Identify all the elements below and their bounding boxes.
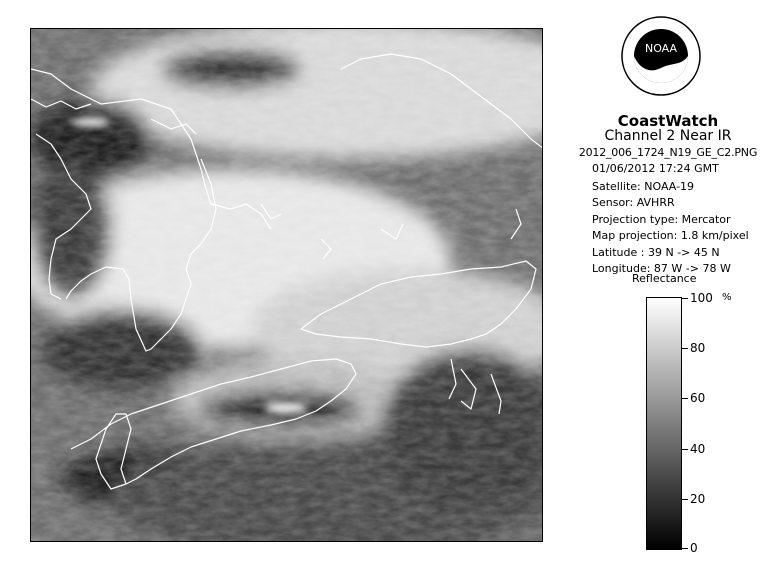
noaa-logo: [621, 16, 701, 96]
legend-title: Reflectance: [632, 272, 697, 285]
legend-unit: %: [722, 292, 732, 303]
channel-title: Channel 2 Near IR: [604, 128, 732, 144]
legend-tick-label: 100: [690, 291, 713, 305]
legend-tick: [682, 449, 688, 450]
legend-tick: [682, 548, 688, 549]
meta-sensor: Sensor: AVHRR: [592, 196, 675, 209]
legend-tick: [682, 499, 688, 500]
image-filename: 2012_006_1724_N19_GE_C2.PNG: [578, 146, 758, 159]
noaa-logo-text: NOAA: [644, 42, 678, 55]
reflectance-colorbar: [646, 297, 682, 550]
satellite-image: [30, 28, 543, 542]
brand-title: CoastWatch: [617, 112, 719, 130]
legend-tick: [682, 348, 688, 349]
meta-map-projection: Map projection: 1.8 km/pixel: [592, 229, 749, 242]
meta-longitude: Longitude: 87 W -> 78 W: [592, 262, 731, 275]
legend-tick-label: 0: [690, 541, 698, 555]
satellite-map: [31, 29, 543, 542]
legend-tick: [682, 398, 688, 399]
meta-latitude: Latitude : 39 N -> 45 N: [592, 246, 720, 259]
legend-tick-label: 20: [690, 492, 706, 506]
meta-satellite: Satellite: NOAA-19: [592, 180, 695, 193]
noaa-seal-icon: [621, 16, 701, 96]
legend-tick-label: 40: [690, 442, 706, 456]
meta-datetime: 01/06/2012 17:24 GMT: [592, 162, 719, 175]
legend-tick: [682, 298, 688, 299]
legend-tick-label: 80: [690, 341, 706, 355]
legend-tick-label: 60: [690, 391, 706, 405]
meta-projection-type: Projection type: Mercator: [592, 213, 731, 226]
